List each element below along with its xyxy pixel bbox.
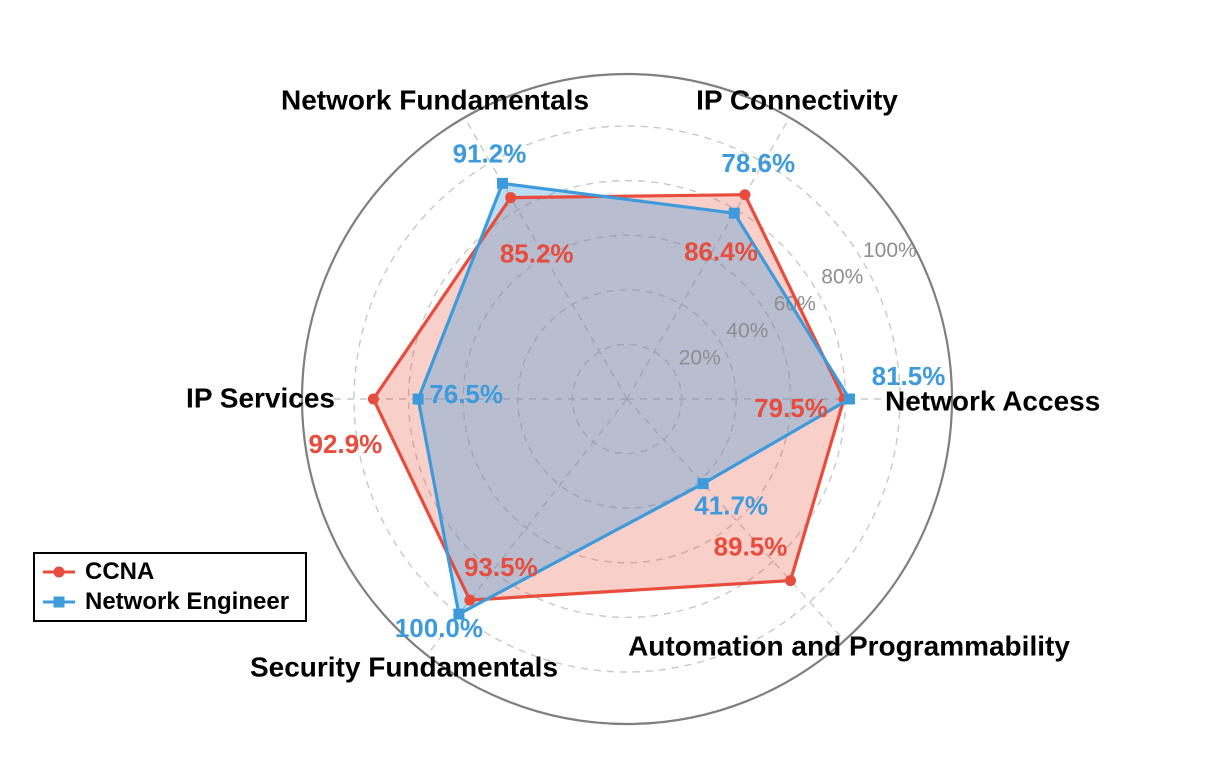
category-label-2: Network Fundamentals xyxy=(280,84,590,116)
value-label-1-5: 41.7% xyxy=(694,490,769,521)
value-label-0-2: 85.2% xyxy=(499,238,574,269)
category-label-1: IP Connectivity xyxy=(696,84,898,116)
data-point-marker-0-3 xyxy=(368,394,379,405)
value-label-0-1: 86.4% xyxy=(684,236,758,267)
ccna-legend-circle xyxy=(54,566,65,577)
network-engineer-line-square-marker-icon xyxy=(41,595,77,609)
tick-label-40: 40% xyxy=(726,319,769,343)
legend-label-network-engineer: Network Engineer xyxy=(85,588,290,616)
data-point-marker-1-2 xyxy=(497,178,508,189)
legend-label-ccna: CCNA xyxy=(85,557,155,585)
data-point-marker-0-5 xyxy=(785,575,796,586)
tick-label-80: 80% xyxy=(821,265,864,289)
network-engineer-legend-square xyxy=(54,597,65,608)
value-label-1-4: 100.0% xyxy=(394,613,484,644)
tick-label-100: 100% xyxy=(862,238,917,262)
value-label-1-3: 76.5% xyxy=(429,379,504,409)
legend xyxy=(33,552,307,622)
value-label-1-0: 81.5% xyxy=(871,361,946,391)
value-label-0-0: 79.5% xyxy=(754,393,828,423)
data-point-marker-0-4 xyxy=(464,595,475,606)
tick-label-20: 20% xyxy=(678,346,721,370)
category-label-0: Network Access xyxy=(885,385,1101,417)
category-label-5: Automation and Programmability xyxy=(628,630,1070,662)
value-label-0-5: 89.5% xyxy=(713,531,788,562)
data-point-marker-1-5 xyxy=(698,478,709,489)
value-label-1-1: 78.6% xyxy=(721,148,796,179)
data-point-marker-0-2 xyxy=(505,192,516,203)
legend-item-ccna xyxy=(41,558,299,586)
legend-item-network-engineer xyxy=(41,589,299,617)
category-label-3: IP Services xyxy=(186,382,335,414)
data-point-marker-1-1 xyxy=(729,208,740,219)
category-label-4: Security Fundamentals xyxy=(249,651,559,683)
value-label-0-3: 92.9% xyxy=(308,429,383,459)
data-point-marker-0-1 xyxy=(739,189,750,200)
ccna-line-circle-marker-icon xyxy=(41,565,77,579)
tick-label-60: 60% xyxy=(773,292,816,316)
data-point-marker-1-3 xyxy=(413,394,424,405)
value-label-1-2: 91.2% xyxy=(452,138,527,169)
data-point-marker-1-0 xyxy=(844,394,855,405)
value-label-0-4: 93.5% xyxy=(463,552,538,583)
